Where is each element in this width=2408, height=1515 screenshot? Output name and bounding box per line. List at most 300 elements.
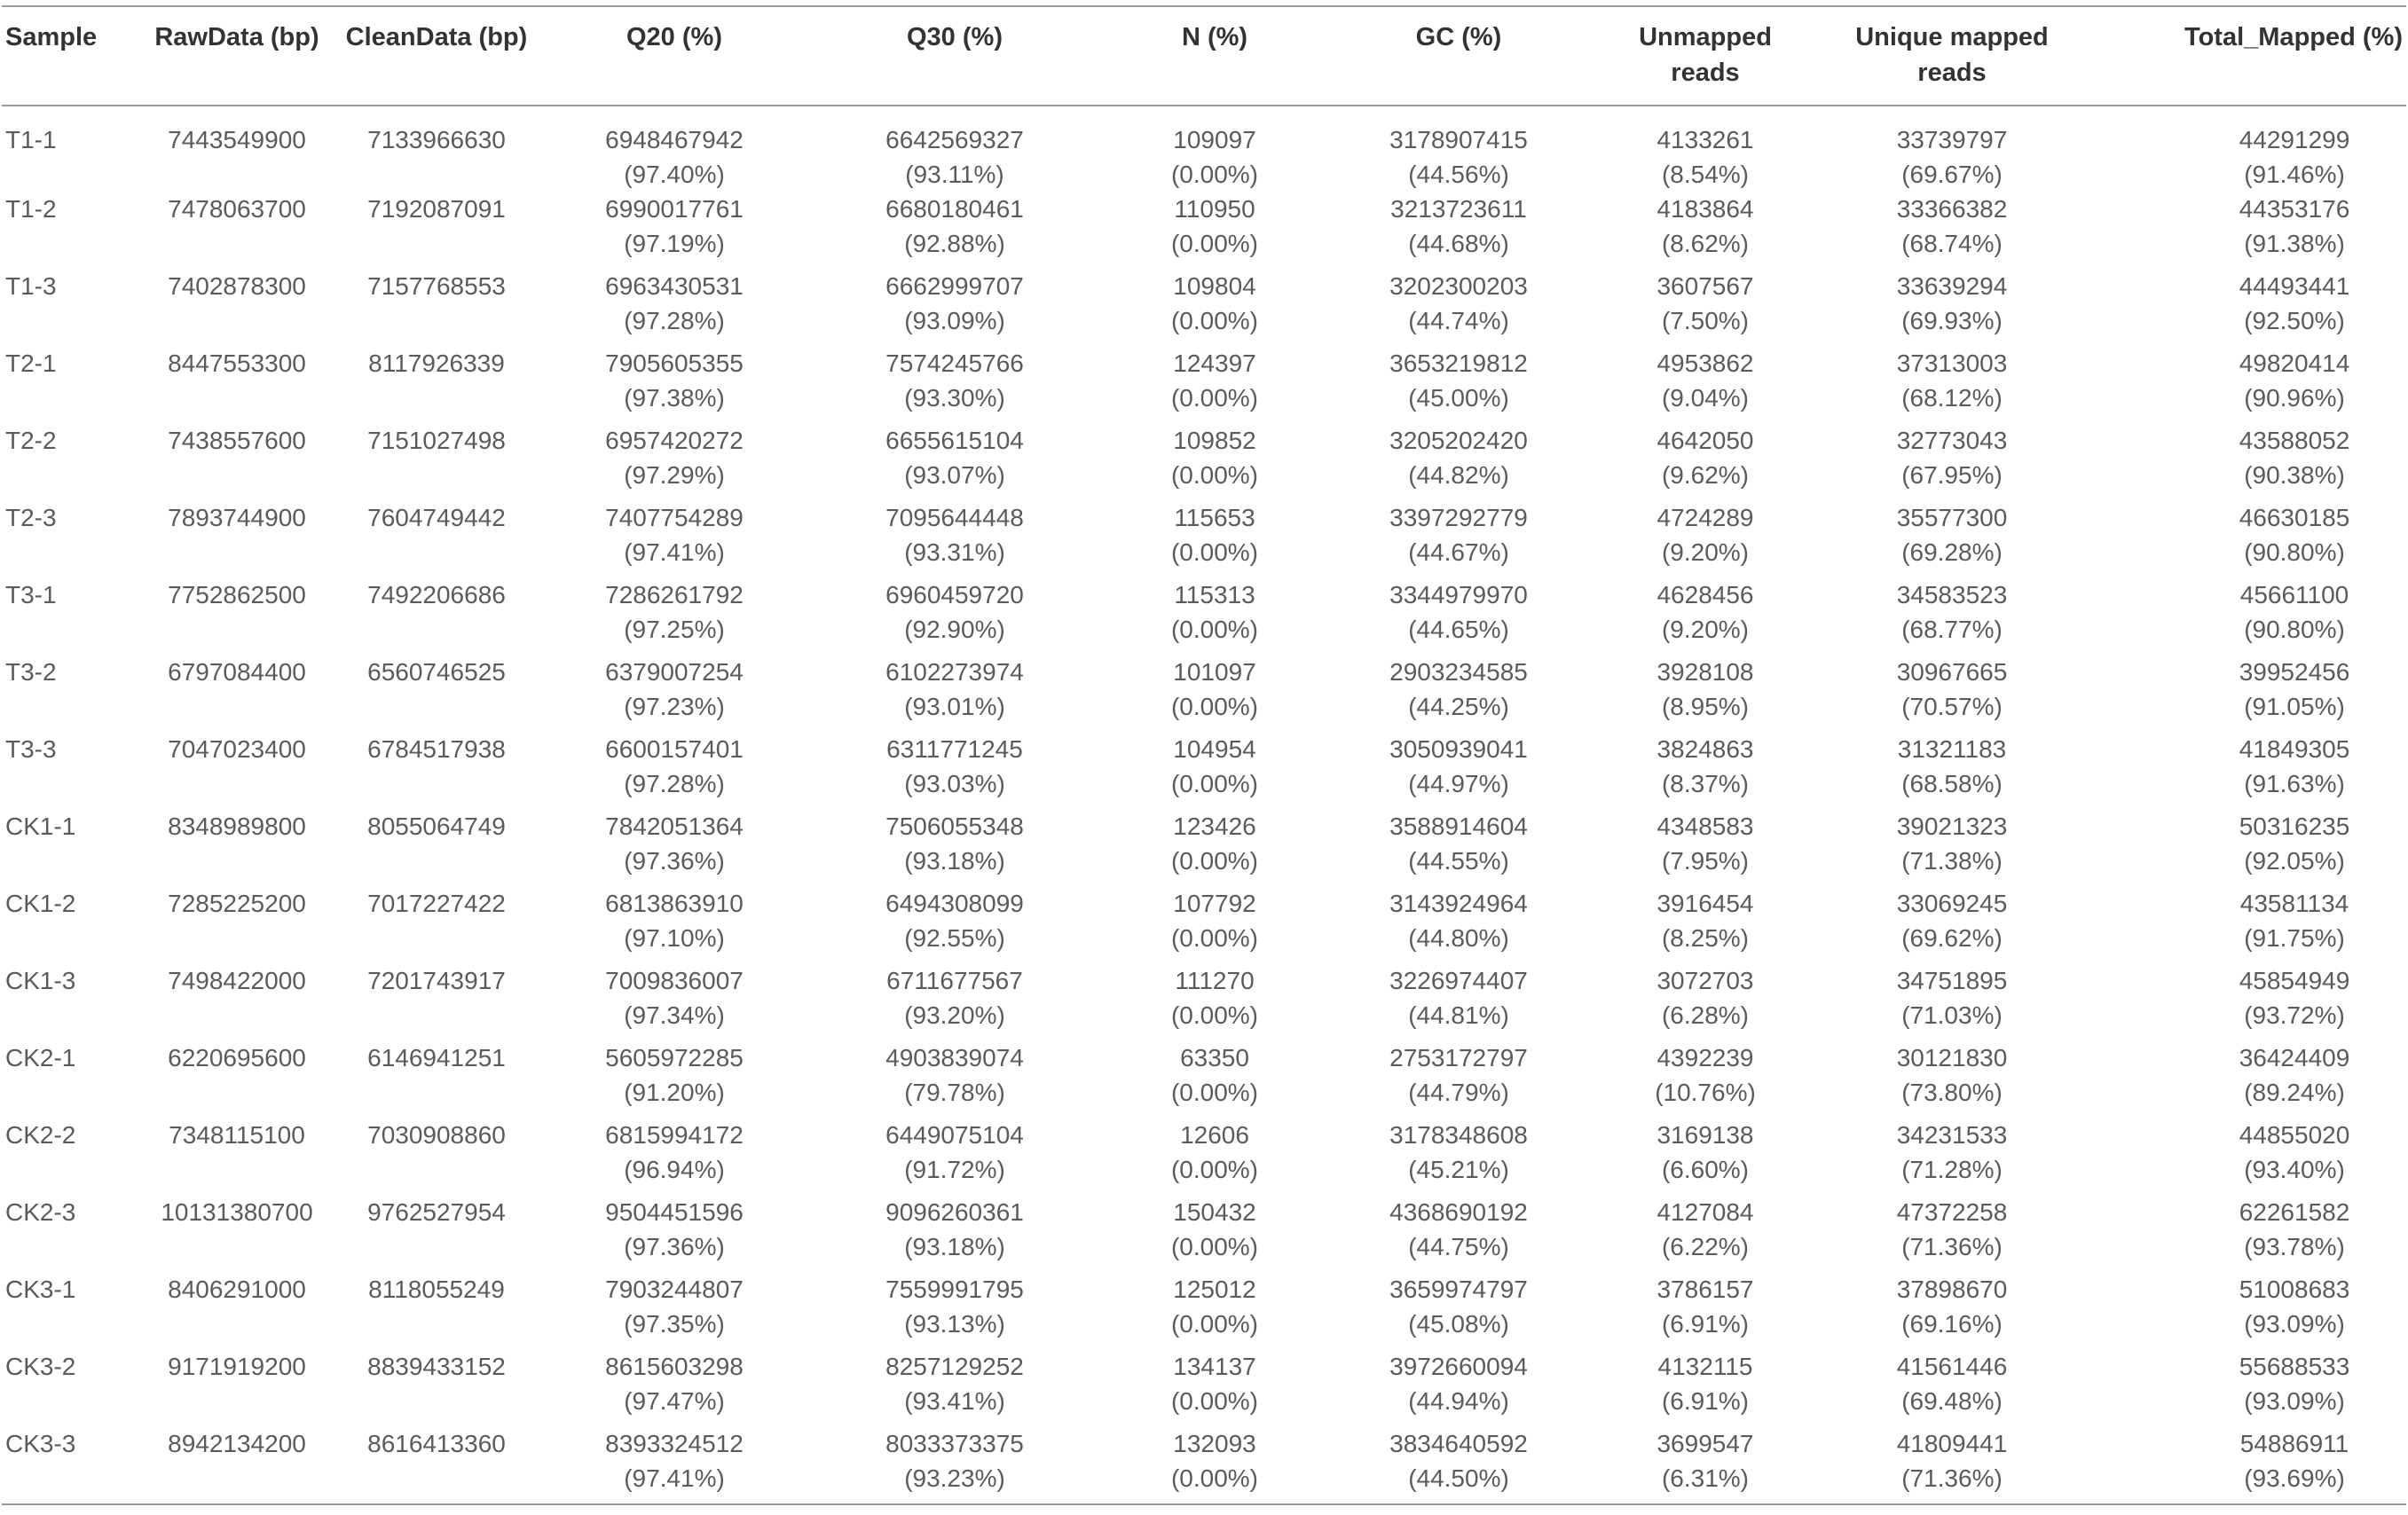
sample-cell <box>2 1118 135 1195</box>
cell-percent: (0.00%) <box>1170 924 1259 952</box>
value-cell <box>1583 192 1828 269</box>
cell-value: 33639294 <box>1896 272 2008 300</box>
cell-value: 34583523 <box>1896 581 2008 608</box>
cell-value: 37313003 <box>1896 349 2008 377</box>
cell-value: 109852 <box>1173 427 1256 454</box>
cell-percent: (92.88%) <box>904 230 1005 257</box>
table-row <box>2 1118 2406 1195</box>
cell-value: 8033373375 <box>885 1430 1024 1457</box>
cell-value: 3699547 <box>1656 1430 1754 1457</box>
value-cell <box>814 809 1095 886</box>
sample-cell <box>2 655 135 732</box>
value-cell <box>135 809 339 886</box>
cell-percent: (93.40%) <box>2244 1156 2345 1183</box>
cell-value: 7893744900 <box>168 504 306 531</box>
cell-percent: (71.36%) <box>1901 1464 2003 1492</box>
cell-value: 4133261 <box>1656 126 1754 153</box>
cell-value: 3202300203 <box>1389 272 1528 300</box>
sample-cell <box>2 963 135 1040</box>
value-cell <box>814 963 1095 1040</box>
value-cell <box>534 346 814 423</box>
cell-value: 45854949 <box>2239 967 2350 994</box>
value-cell <box>1334 655 1583 732</box>
cell-percent: (0.00%) <box>1170 1001 1259 1029</box>
value-cell <box>1095 346 1334 423</box>
cell-percent: (45.21%) <box>1408 1156 1509 1183</box>
cell-value: 3834640592 <box>1389 1430 1528 1457</box>
cell-value: 3972660094 <box>1389 1353 1528 1380</box>
cell-percent: (90.96%) <box>2244 384 2345 412</box>
cell-value: 9096260361 <box>885 1198 1024 1226</box>
value-cell <box>814 886 1095 963</box>
cell-percent: (97.28%) <box>624 770 725 797</box>
value-cell <box>1828 269 2076 346</box>
value-cell <box>2076 577 2406 655</box>
value-cell <box>814 1349 1095 1426</box>
value-cell <box>1095 963 1334 1040</box>
value-cell <box>814 1040 1095 1118</box>
cell-percent: (0.00%) <box>1170 230 1259 257</box>
table-row <box>2 886 2406 963</box>
cell-value: 3226974407 <box>1389 967 1528 994</box>
value-cell <box>2076 655 2406 732</box>
cell-value: 33069245 <box>1896 890 2008 917</box>
value-cell <box>135 1195 339 1272</box>
cell-value: 10131380700 <box>161 1198 313 1226</box>
sample-cell <box>2 106 135 192</box>
cell-value: 7402878300 <box>168 272 306 300</box>
table-row <box>2 500 2406 577</box>
cell-value: 7842051364 <box>605 812 744 840</box>
cell-value: 3916454 <box>1656 890 1754 917</box>
sample-cell <box>2 192 135 269</box>
cell-percent: (0.00%) <box>1170 1464 1259 1492</box>
cell-percent: (93.11%) <box>905 161 1004 188</box>
cell-percent: (93.23%) <box>904 1464 1005 1492</box>
cell-percent: (44.55%) <box>1408 847 1509 875</box>
cell-value: 3050939041 <box>1389 735 1528 763</box>
cell-percent: (6.91%) <box>1661 1387 1750 1415</box>
column-header-text: reads <box>1671 59 1740 87</box>
value-cell <box>1583 1118 1828 1195</box>
cell-value: 8406291000 <box>168 1276 306 1303</box>
cell-value: 8348989800 <box>168 812 306 840</box>
cell-value: 44855020 <box>2239 1121 2350 1149</box>
value-cell <box>135 655 339 732</box>
cell-value: 3928108 <box>1656 658 1754 686</box>
value-cell <box>814 192 1095 269</box>
cell-value: 41849305 <box>2239 735 2350 763</box>
value-cell <box>1828 1349 2076 1426</box>
cell-percent: (92.55%) <box>904 924 1005 952</box>
cell-value: 8447553300 <box>168 349 306 377</box>
cell-value: 31321183 <box>1897 735 2007 763</box>
cell-value: 7478063700 <box>168 195 306 223</box>
sample-cell <box>2 1426 135 1504</box>
cell-percent: (69.93%) <box>1901 307 2003 334</box>
sample-name: CK3-3 <box>5 1430 76 1457</box>
value-cell <box>534 192 814 269</box>
sample-name: CK2-3 <box>5 1198 76 1226</box>
cell-value: 7285225200 <box>168 890 306 917</box>
value-cell <box>1095 577 1334 655</box>
column-header <box>1334 6 1583 106</box>
cell-percent: (6.91%) <box>1661 1310 1750 1338</box>
cell-value: 9171919200 <box>168 1353 306 1380</box>
value-cell <box>1095 732 1334 809</box>
cell-percent: (10.76%) <box>1655 1079 1756 1106</box>
sample-name: CK2-1 <box>5 1044 76 1071</box>
cell-value: 3213723611 <box>1390 195 1527 223</box>
table-row <box>2 106 2406 192</box>
cell-value: 32773043 <box>1896 427 2008 454</box>
cell-value: 43588052 <box>2239 427 2350 454</box>
value-cell <box>1828 346 2076 423</box>
value-cell <box>1095 1426 1334 1504</box>
value-cell <box>534 500 814 577</box>
value-cell <box>2076 1349 2406 1426</box>
cell-value: 8839433152 <box>367 1353 506 1380</box>
cell-percent: (93.18%) <box>904 1233 1005 1260</box>
cell-percent: (44.75%) <box>1408 1233 1509 1260</box>
cell-value: 6600157401 <box>605 735 744 763</box>
table-row <box>2 423 2406 500</box>
value-cell <box>1828 1195 2076 1272</box>
cell-percent: (91.63%) <box>2244 770 2345 797</box>
value-cell <box>814 269 1095 346</box>
sample-name: CK1-3 <box>5 967 76 994</box>
value-cell <box>135 963 339 1040</box>
cell-percent: (71.38%) <box>1901 847 2003 875</box>
cell-percent: (8.62%) <box>1661 230 1750 257</box>
value-cell <box>1334 886 1583 963</box>
cell-value: 109097 <box>1173 126 1256 153</box>
sample-name: T2-1 <box>5 349 57 377</box>
cell-value: 3607567 <box>1656 272 1754 300</box>
sample-name: CK1-1 <box>5 812 76 840</box>
value-cell <box>534 963 814 1040</box>
cell-percent: (97.40%) <box>624 161 725 188</box>
cell-value: 44291299 <box>2239 126 2350 153</box>
value-cell <box>814 1195 1095 1272</box>
value-cell <box>135 106 339 192</box>
cell-percent: (0.00%) <box>1170 616 1259 643</box>
value-cell <box>1828 1272 2076 1349</box>
cell-value: 6102273974 <box>885 658 1024 686</box>
cell-percent: (44.81%) <box>1408 1001 1509 1029</box>
cell-value: 7095644448 <box>885 504 1024 531</box>
value-cell <box>534 1118 814 1195</box>
value-cell <box>1583 1349 1828 1426</box>
value-cell <box>135 423 339 500</box>
cell-value: 37898670 <box>1896 1276 2008 1303</box>
cell-percent: (97.25%) <box>624 616 725 643</box>
cell-value: 115653 <box>1174 504 1255 531</box>
value-cell <box>1334 269 1583 346</box>
cell-value: 6655615104 <box>885 427 1024 454</box>
table-row <box>2 192 2406 269</box>
column-header-text: RawData (bp) <box>154 23 319 51</box>
value-cell <box>1334 423 1583 500</box>
cell-value: 6990017761 <box>605 195 744 223</box>
sample-name: T2-2 <box>5 427 57 454</box>
cell-percent: (44.97%) <box>1408 770 1509 797</box>
cell-percent: (69.48%) <box>1901 1387 2003 1415</box>
cell-value: 107792 <box>1173 890 1256 917</box>
value-cell <box>1334 577 1583 655</box>
cell-value: 44353176 <box>2239 195 2350 223</box>
column-header <box>135 6 339 106</box>
cell-percent: (8.25%) <box>1661 924 1750 952</box>
value-cell <box>135 192 339 269</box>
sample-cell <box>2 500 135 577</box>
sample-name: CK2-2 <box>5 1121 76 1149</box>
cell-value: 7559991795 <box>885 1276 1024 1303</box>
value-cell <box>2076 732 2406 809</box>
cell-percent: (92.50%) <box>2244 307 2345 334</box>
value-cell <box>814 423 1095 500</box>
value-cell <box>135 577 339 655</box>
cell-value: 6711677567 <box>886 967 1023 994</box>
table-row <box>2 1272 2406 1349</box>
cell-value: 8117926339 <box>368 349 505 377</box>
cell-value: 34751895 <box>1896 967 2008 994</box>
cell-value: 125012 <box>1173 1276 1256 1303</box>
cell-value: 4724289 <box>1656 504 1754 531</box>
cell-percent: (44.82%) <box>1408 461 1509 489</box>
cell-percent: (9.20%) <box>1661 616 1750 643</box>
cell-percent: (0.00%) <box>1170 1156 1259 1183</box>
cell-value: 3205202420 <box>1389 427 1528 454</box>
value-cell <box>135 346 339 423</box>
cell-percent: (69.67%) <box>1901 161 2003 188</box>
column-header-text: Q30 (%) <box>907 23 1003 51</box>
cell-value: 30121830 <box>1896 1044 2008 1071</box>
value-cell <box>1828 655 2076 732</box>
value-cell <box>135 1118 339 1195</box>
sample-name: T1-2 <box>5 195 57 223</box>
value-cell <box>135 269 339 346</box>
cell-value: 101097 <box>1173 658 1256 686</box>
cell-value: 123426 <box>1173 812 1256 840</box>
sample-cell <box>2 1195 135 1272</box>
cell-value: 6560746525 <box>367 658 506 686</box>
cell-percent: (0.00%) <box>1170 693 1259 720</box>
value-cell <box>1583 655 1828 732</box>
value-cell <box>339 886 534 963</box>
value-cell <box>339 1426 534 1504</box>
value-cell <box>135 886 339 963</box>
column-header <box>814 6 1095 106</box>
cell-value: 7604749442 <box>367 504 506 531</box>
cell-value: 7030908860 <box>367 1121 506 1149</box>
column-header <box>1828 6 2076 106</box>
cell-percent: (93.09%) <box>904 307 1005 334</box>
cell-value: 43581134 <box>2239 890 2349 917</box>
table-row <box>2 732 2406 809</box>
cell-percent: (97.41%) <box>624 538 725 566</box>
cell-value: 6220695600 <box>168 1044 306 1071</box>
value-cell <box>1334 1195 1583 1272</box>
cell-value: 115313 <box>1174 581 1255 608</box>
cell-percent: (93.30%) <box>904 384 1005 412</box>
value-cell <box>339 346 534 423</box>
cell-value: 49820414 <box>2239 349 2350 377</box>
cell-percent: (44.94%) <box>1408 1387 1509 1415</box>
cell-value: 33739797 <box>1896 126 2008 153</box>
cell-value: 7017227422 <box>367 890 506 917</box>
cell-value: 8118055249 <box>368 1276 505 1303</box>
value-cell <box>1583 809 1828 886</box>
cell-value: 3178907415 <box>1389 126 1528 153</box>
sample-cell <box>2 1349 135 1426</box>
cell-percent: (91.38%) <box>2244 230 2345 257</box>
value-cell <box>1334 1272 1583 1349</box>
cell-value: 34231533 <box>1896 1121 2008 1149</box>
cell-percent: (44.56%) <box>1408 161 1509 188</box>
value-cell <box>339 1118 534 1195</box>
value-cell <box>1334 809 1583 886</box>
value-cell <box>339 192 534 269</box>
cell-percent: (6.31%) <box>1661 1464 1750 1492</box>
value-cell <box>1095 1118 1334 1195</box>
value-cell <box>534 577 814 655</box>
value-cell <box>1828 1040 2076 1118</box>
cell-value: 8257129252 <box>885 1353 1024 1380</box>
cell-percent: (44.25%) <box>1408 693 1509 720</box>
cell-percent: (69.28%) <box>1901 538 2003 566</box>
value-cell <box>814 500 1095 577</box>
value-cell <box>1583 106 1828 192</box>
cell-percent: (91.05%) <box>2244 693 2345 720</box>
value-cell <box>2076 963 2406 1040</box>
table-row <box>2 809 2406 886</box>
cell-value: 35577300 <box>1896 504 2008 531</box>
value-cell <box>534 732 814 809</box>
value-cell <box>1095 1272 1334 1349</box>
cell-percent: (93.69%) <box>2244 1464 2345 1492</box>
cell-value: 12606 <box>1180 1121 1249 1149</box>
cell-percent: (93.03%) <box>904 770 1005 797</box>
value-cell <box>1334 963 1583 1040</box>
sample-name: T3-2 <box>5 658 57 686</box>
value-cell <box>1583 1426 1828 1504</box>
cell-value: 51008683 <box>2239 1276 2350 1303</box>
cell-percent: (97.10%) <box>624 924 725 952</box>
value-cell <box>339 1195 534 1272</box>
sequencing-stats-table <box>2 5 2406 1505</box>
value-cell <box>135 500 339 577</box>
cell-value: 8393324512 <box>605 1430 744 1457</box>
cell-value: 7286261792 <box>605 581 744 608</box>
cell-percent: (91.72%) <box>904 1156 1005 1183</box>
value-cell <box>814 106 1095 192</box>
table-row <box>2 655 2406 732</box>
cell-value: 7574245766 <box>885 349 1024 377</box>
cell-percent: (93.78%) <box>2244 1233 2345 1260</box>
cell-percent: (97.23%) <box>624 693 725 720</box>
value-cell <box>534 1195 814 1272</box>
cell-value: 3786157 <box>1656 1276 1754 1303</box>
cell-value: 6797084400 <box>168 658 306 686</box>
cell-percent: (44.80%) <box>1408 924 1509 952</box>
cell-value: 44493441 <box>2239 272 2350 300</box>
cell-percent: (7.50%) <box>1661 307 1750 334</box>
cell-percent: (8.95%) <box>1661 693 1750 720</box>
value-cell <box>1828 809 2076 886</box>
cell-percent: (93.01%) <box>904 693 1005 720</box>
value-cell <box>1828 1118 2076 1195</box>
table-body <box>2 106 2406 1504</box>
value-cell <box>1095 269 1334 346</box>
cell-value: 6311771245 <box>886 735 1023 763</box>
cell-percent: (44.67%) <box>1408 538 1509 566</box>
cell-value: 7133966630 <box>367 126 506 153</box>
cell-percent: (90.38%) <box>2244 461 2345 489</box>
value-cell <box>1095 423 1334 500</box>
value-cell <box>534 1349 814 1426</box>
value-cell <box>1828 423 2076 500</box>
cell-value: 7506055348 <box>885 812 1024 840</box>
column-header-text: CleanData (bp) <box>345 23 528 51</box>
cell-value: 3659974797 <box>1389 1276 1528 1303</box>
cell-value: 9762527954 <box>367 1198 506 1226</box>
value-cell <box>1828 732 2076 809</box>
column-header-text: N (%) <box>1181 23 1248 51</box>
sample-name: T1-3 <box>5 272 57 300</box>
cell-percent: (6.60%) <box>1661 1156 1750 1183</box>
cell-value: 39021323 <box>1896 812 2008 840</box>
cell-value: 41561446 <box>1896 1353 2008 1380</box>
sample-cell <box>2 269 135 346</box>
value-cell <box>1583 1272 1828 1349</box>
value-cell <box>534 1272 814 1349</box>
cell-value: 62261582 <box>2239 1198 2350 1226</box>
table-row <box>2 1195 2406 1272</box>
value-cell <box>135 1272 339 1349</box>
cell-percent: (92.05%) <box>2244 847 2345 875</box>
cell-value: 6815994172 <box>605 1121 744 1149</box>
value-cell <box>814 346 1095 423</box>
cell-percent: (0.00%) <box>1170 384 1259 412</box>
cell-percent: (45.08%) <box>1408 1310 1509 1338</box>
cell-percent: (0.00%) <box>1170 1233 1259 1260</box>
cell-percent: (97.41%) <box>624 1464 725 1492</box>
cell-value: 7348115100 <box>169 1121 305 1149</box>
cell-value: 6960459720 <box>885 581 1024 608</box>
cell-value: 3653219812 <box>1389 349 1528 377</box>
cell-value: 6963430531 <box>605 272 744 300</box>
cell-value: 6449075104 <box>885 1121 1024 1149</box>
value-cell <box>534 1040 814 1118</box>
value-cell <box>1095 192 1334 269</box>
cell-value: 7443549900 <box>168 126 306 153</box>
table-row <box>2 963 2406 1040</box>
cell-value: 8616413360 <box>367 1430 506 1457</box>
cell-percent: (97.29%) <box>624 461 725 489</box>
cell-value: 8055064749 <box>367 812 506 840</box>
column-header <box>1095 6 1334 106</box>
cell-percent: (0.00%) <box>1170 770 1259 797</box>
cell-value: 4642050 <box>1656 427 1754 454</box>
cell-value: 4953862 <box>1656 349 1754 377</box>
cell-percent: (97.35%) <box>624 1310 725 1338</box>
cell-value: 45661100 <box>2239 581 2349 608</box>
value-cell <box>1828 106 2076 192</box>
sample-cell <box>2 423 135 500</box>
value-cell <box>1095 655 1334 732</box>
sample-name: CK3-2 <box>5 1353 76 1380</box>
